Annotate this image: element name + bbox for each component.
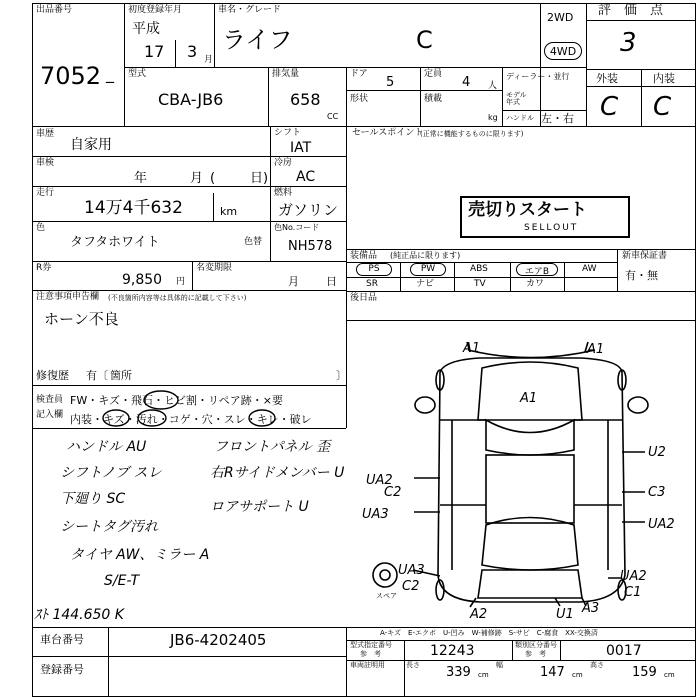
mark-c1-rear-right: C1: [624, 585, 642, 600]
mark-c2-rear: C2: [402, 579, 420, 594]
equip-navi: ナビ: [416, 279, 435, 289]
repair-history-unit: 箇所: [110, 369, 132, 382]
equipment-sub: (純正品に限ります): [390, 251, 461, 260]
hand-note-5: タイヤ AW、ミラー A: [70, 547, 210, 563]
model-label: 型式: [128, 69, 147, 79]
designation-number: 12243: [430, 643, 475, 659]
mark-ua2-left: UA2: [366, 473, 393, 488]
repair-history-value: 有〔: [86, 369, 108, 382]
load-unit: kg: [488, 113, 498, 122]
inspection-month: 月: [190, 171, 204, 186]
category-ref: 参 考: [525, 650, 546, 658]
width-unit: cm: [572, 671, 583, 679]
handle-value: 左・右: [541, 112, 574, 125]
height-label: 高さ: [590, 661, 604, 669]
inspector-label-2: 記入欄: [36, 410, 64, 420]
hand-note-6: S/E-T: [104, 573, 140, 589]
color-label: 色: [36, 223, 46, 233]
interior-row: 内装・キズ・汚れ・コゲ・穴・スレ・キレ・破レ: [70, 413, 312, 426]
mileage-label: 走行: [36, 188, 55, 198]
handle-label: ハンドル: [506, 114, 534, 122]
recycle-unit: 円: [176, 277, 186, 287]
drive-2wd: 2WD: [547, 11, 574, 24]
equip-abs: ABS: [470, 264, 488, 274]
rear-seat-label: 後日品: [350, 293, 378, 303]
equip-airbag: エアB: [516, 263, 558, 276]
dealer-label: ディーラー・並行: [506, 72, 570, 81]
air-conditioner: AC: [296, 169, 316, 185]
inspection-day: 日): [250, 171, 269, 186]
notes-text: ホーン不良: [44, 310, 119, 328]
chassis-label: 車台番号: [40, 633, 84, 646]
exterior-grade: C: [600, 92, 619, 122]
length: 339: [446, 665, 471, 680]
warranty-value: 有・無: [625, 269, 658, 282]
length-label: 長さ: [406, 661, 420, 669]
equip-aw: AW: [582, 264, 597, 274]
registration-month: 3: [187, 42, 198, 61]
recycle-amount: 9,850: [122, 272, 163, 288]
mark-a1-hood: A1: [520, 391, 538, 406]
hand-note-4: シートタグ汚れ: [60, 519, 158, 535]
transfer-label: 名変期限: [196, 263, 233, 273]
category-label: 類別区分番号: [515, 641, 557, 649]
mark-a1-front-left: A1: [463, 341, 481, 356]
mark-c3-right: C3: [648, 485, 666, 500]
notes-label: 注意事項申告欄: [36, 292, 100, 302]
stamp-sub: SELLOUT: [524, 223, 579, 233]
interior-grade: C: [653, 92, 672, 122]
fuel-label: 燃料: [274, 188, 293, 198]
hand-note-1: ハンドル AU: [66, 439, 147, 455]
capacity: 4: [462, 75, 471, 90]
mark-c2-left: C2: [384, 485, 402, 500]
mark-a2-rear: A2: [470, 607, 488, 622]
repair-history-label: 修復歴: [36, 369, 69, 382]
mark-u2-right: U2: [648, 445, 666, 460]
displacement-unit: CC: [327, 112, 339, 121]
designation-ref: 参 考: [360, 650, 381, 658]
hand-note-odometer: ｽﾄ 144.650 K: [34, 607, 124, 623]
mark-ua2-right: UA2: [648, 517, 675, 532]
inspector-label-1: 検査員: [36, 395, 64, 405]
door-count: 5: [386, 75, 395, 90]
dimension-label: 車両註明用: [350, 661, 385, 669]
mark-ua3-rear: UA3: [398, 563, 425, 578]
shift-label: シフト: [274, 128, 302, 138]
mark-u1-rear: U1: [556, 607, 574, 622]
equip-sr: SR: [366, 279, 378, 289]
capacity-unit: 人: [488, 81, 498, 91]
new-warranty-label: 新車保証書: [622, 251, 668, 261]
hand-note-2: シフトノブ スレ: [60, 465, 162, 481]
repair-history-close: 〕: [336, 369, 347, 382]
ac-label: 冷房: [274, 158, 293, 168]
mark-ua3-left: UA3: [362, 507, 389, 522]
height: 159: [632, 665, 657, 680]
displacement-label: 排気量: [272, 69, 300, 79]
chassis-number: JB6-4202405: [170, 631, 267, 649]
shift: IAT: [290, 140, 312, 156]
mark-a1-front-right: A1: [587, 342, 605, 357]
fuel: ガソリン: [278, 201, 339, 219]
hand-note-8: 右Rサイドメンバー U: [210, 465, 345, 481]
exterior-label: 外装: [596, 72, 618, 85]
mark-ua2-rear-right: UA2: [620, 569, 647, 584]
category-number: 0017: [606, 643, 642, 659]
car-name: ライフ: [222, 26, 293, 54]
registration-label: 登録番号: [40, 663, 84, 676]
inspection-year: 年: [134, 171, 148, 186]
mileage: 14万4千632: [84, 198, 183, 218]
hand-note-9: ロアサポート U: [210, 499, 309, 515]
sales-point-label: セールスポイント: [352, 128, 424, 138]
capacity-label: 定員: [424, 69, 443, 79]
model-year-label: モデル年式: [506, 91, 527, 106]
score-label: 評 価 点: [598, 3, 664, 18]
interior-label: 内装: [653, 72, 675, 85]
drive-4wd: 4WD: [544, 42, 582, 60]
color-code-label: 色No.コード: [274, 223, 320, 232]
equip-tv: TV: [474, 279, 486, 289]
model-code: CBA-JB6: [158, 90, 224, 109]
equip-pw: PW: [410, 263, 446, 276]
usage: 自家用: [70, 137, 112, 153]
lot-number: 7052: [40, 62, 102, 90]
car-name-grade-label: 車名・グレード: [218, 5, 282, 15]
hand-note-7: フロントパネル 歪: [214, 439, 331, 455]
width: 147: [540, 665, 565, 680]
fw-row: FW・キズ・飛石・ヒビ割・リペア跡・×要: [70, 394, 283, 407]
transfer-month: 月: [288, 275, 299, 288]
stamp-main: 売切りスタート: [468, 200, 587, 220]
sales-point-sub: (正常に機能するものに限ります): [420, 130, 524, 138]
recycle-label: R券: [36, 263, 52, 273]
lot-number-label: 出品番号: [36, 5, 73, 15]
damage-legend: A-キズ E-エクボ U-凹み W-補修跡 S-サビ C-腐食 XX-交換済: [380, 629, 598, 637]
transfer-day: 日: [326, 275, 337, 288]
hand-note-3: 下廻り SC: [60, 491, 126, 507]
shape-label: 形状: [350, 94, 369, 104]
mark-a3-rear: A3: [582, 601, 600, 616]
equip-ps: PS: [356, 263, 392, 276]
inspection-open-paren: (: [210, 171, 216, 186]
color: タフタホワイト: [70, 235, 160, 250]
equipment-label: 装備品: [350, 251, 378, 261]
height-unit: cm: [664, 671, 675, 679]
spare-label: スペア: [376, 592, 397, 600]
length-unit: cm: [478, 671, 489, 679]
displacement: 658: [290, 90, 321, 109]
door-label: ドア: [350, 69, 368, 79]
registration-year: 17: [144, 42, 165, 61]
first-registration-label: 初度登録年月: [128, 5, 183, 15]
inspection-label: 車検: [36, 158, 55, 168]
registration-era: 平成: [132, 21, 160, 37]
car-grade: C: [416, 26, 433, 54]
load-label: 積載: [424, 94, 443, 104]
color-change-label: 色替: [244, 237, 263, 247]
designation-label: 型式指定番号: [350, 641, 392, 649]
overall-score: 3: [620, 28, 637, 58]
notes-sub: (不良箇所内容等は具体的に記載して下さい): [108, 294, 247, 302]
equip-leather: カワ: [526, 279, 545, 289]
color-code: NH578: [288, 239, 333, 254]
month-unit: 月: [204, 55, 214, 65]
mileage-unit: km: [220, 205, 238, 218]
width-label: 幅: [496, 661, 503, 669]
usage-label: 車歴: [36, 129, 55, 139]
